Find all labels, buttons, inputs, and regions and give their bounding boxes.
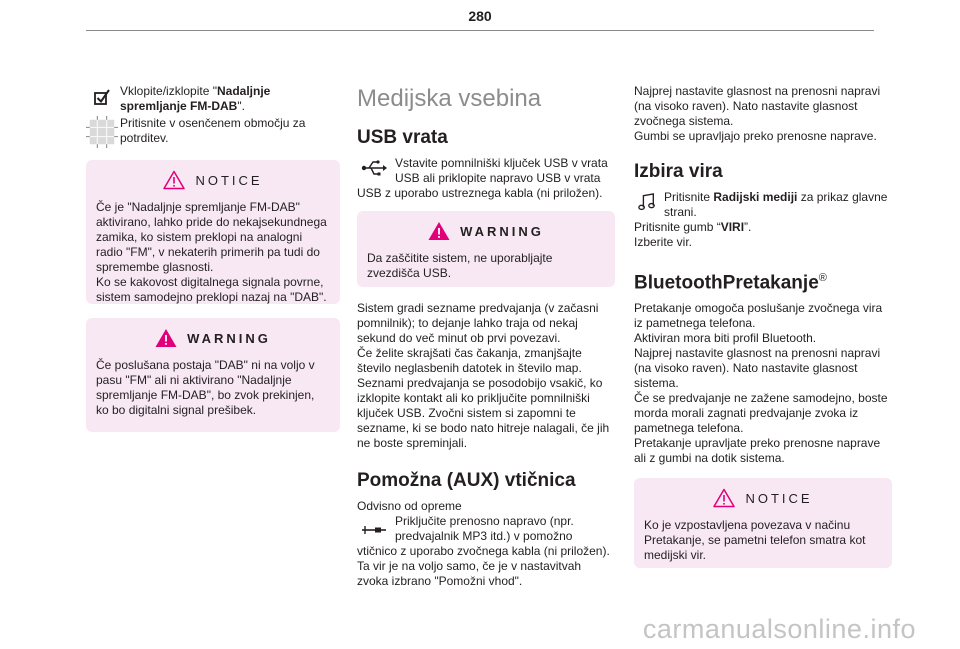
usb-heading: USB vrata bbox=[357, 127, 448, 148]
usb-paragraph: Sistem gradi sezname predvajanja (v začasni pomnilnik); to dejanje lahko traja od nekaj sekund do več minut ob prvi povezavi. Če želite skrajšati čas čakanja, zmanjšajte število neglasbenih datotek in število map. Seznami predvajanja se posodobijo vsakič, ko izklopite kontakt ali ko priključite pomnilniški ključek USB. Zvočni sistem si zapomni te sezname, ki se bodo nato hitreje nalagali, če jih ne boste spreminjali. bbox=[357, 301, 610, 450]
aux-jack-icon bbox=[361, 520, 387, 540]
column-right bbox=[634, 84, 892, 568]
bluetooth-heading bbox=[634, 266, 892, 295]
notice-text: Če je "Nadaljnje spremljanje FM-DAB" aktivirano, lahko pride do nekajsekundnega zamika, ko sistem preklopi na analogni radio "FM", v nekaterih primerih pa tudi do spremembe glasnosti. Ko se kakovost digitalnega signala povrne, sistem samodejno preklopi nazaj na "DAB". bbox=[96, 200, 327, 304]
aux-text: Priključite prenosno napravo (npr. predvajalnik MP3 itd.) v pomožno vtičnico z uporabo zvočnega kabla (ni priložen). Ta vir je na voljo samo, če je v nastavitvah zvoka izbrano "Pomožni vhod". bbox=[357, 514, 610, 588]
source-line1-pre: Pritisnite bbox=[664, 190, 714, 204]
aux-heading: Pomožna (AUX) vtičnica bbox=[357, 470, 576, 491]
notice-text: Ko je vzpostavljena povezava v načinu Pretakanje, se pametni telefon smatra kot medijski vir. bbox=[644, 518, 866, 563]
bluetooth-heading-sup: ® bbox=[818, 272, 827, 284]
dab-line-bold: Nadaljnje spremljanje FM-DAB bbox=[120, 84, 271, 113]
checkbox-icon bbox=[90, 85, 114, 109]
header-divider bbox=[86, 30, 874, 31]
aux-intro: Odvisno od opreme bbox=[357, 499, 462, 513]
source-line2-pre: Pritisnite gumb “ bbox=[634, 220, 721, 234]
source-line2-post: ”. bbox=[744, 220, 752, 234]
shaded-area-icon bbox=[86, 116, 118, 148]
source-line2-bold: VIRI bbox=[720, 220, 745, 234]
section-title: Medijska vsebina bbox=[357, 85, 542, 112]
shaded-area-text: Pritisnite v osenčenem območju za potrditev. bbox=[120, 116, 306, 145]
notice-warning-icon bbox=[713, 488, 735, 508]
notice-box-streaming bbox=[634, 478, 892, 568]
music-note-icon bbox=[638, 192, 656, 212]
shaded-area-item bbox=[86, 116, 340, 146]
dab-follow-item bbox=[86, 84, 340, 114]
notice-title: NOTICE bbox=[195, 172, 263, 188]
bluetooth-heading-text: BluetoothPretakanje bbox=[634, 272, 819, 294]
warning-box-dab bbox=[86, 318, 340, 432]
aux-item bbox=[357, 514, 615, 589]
bluetooth-text: Pretakanje omogoča poslušanje zvočnega vira iz pametnega telefona. Aktiviran mora biti profil Bluetooth. Najprej nastavite glasnost na prenosni napravi (na visoko raven). Nato nastavite glasnost sistema. Če se predvajanje ne zažene samodejno, boste morda morali zagnati predvajanje zvoka iz pametnega telefona. Pretakanje upravljate preko prenosne naprave ali z gumbi na dotik sistema. bbox=[634, 301, 888, 466]
usb-item bbox=[357, 156, 615, 201]
notice-box-dab bbox=[86, 160, 340, 304]
dab-line-post: ". bbox=[237, 99, 245, 113]
column-middle bbox=[357, 84, 615, 589]
usb-text: Vstavite pomnilniški ključek USB v vrata USB ali priklopite napravo USB v vrata USB z uporabo ustreznega kabla (ni priložen). bbox=[357, 156, 608, 200]
warning-title: WARNING bbox=[460, 223, 544, 239]
warning-title: WARNING bbox=[187, 330, 271, 346]
usb-icon bbox=[361, 158, 387, 178]
notice-title: NOTICE bbox=[745, 490, 813, 506]
source-line1-post: za prikaz glavne strani. bbox=[664, 190, 888, 219]
page-number: 280 bbox=[468, 8, 492, 24]
notice-warning-icon bbox=[163, 170, 185, 190]
warning-text: Da zaščitite sistem, ne uporabljajte zvezdišča USB. bbox=[367, 251, 553, 280]
source-line1-bold: Radijski mediji bbox=[713, 190, 798, 204]
source-item bbox=[634, 190, 892, 220]
source-line3: Izberite vir. bbox=[634, 235, 693, 249]
warning-text: Če poslušana postaja "DAB" ni na voljo v pasu "FM" ali ni aktivirano "Nadaljnje spremljanje FM-DAB", bo zvok prekinjen, ko bo digitalni signal prešibek. bbox=[96, 358, 315, 417]
source-heading: Izbira vira bbox=[634, 161, 723, 182]
warning-box-usb bbox=[357, 211, 615, 287]
dab-line-pre: Vklopite/izklopite " bbox=[120, 84, 217, 98]
warning-icon bbox=[155, 328, 177, 348]
watermark: carmanualsonline.info bbox=[642, 614, 916, 644]
portable-intro: Najprej nastavite glasnost na prenosni napravi (na visoko raven). Nato nastavite glasnost zvočnega sistema. Gumbi se upravljajo preko prenosne naprave. bbox=[634, 84, 881, 143]
warning-icon bbox=[428, 221, 450, 241]
column-left bbox=[86, 84, 340, 432]
